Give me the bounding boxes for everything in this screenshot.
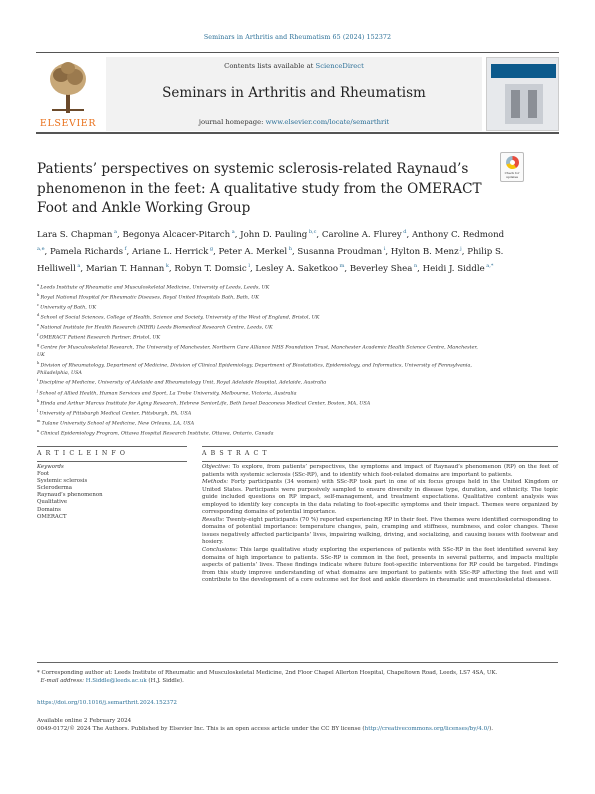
elsevier-logo[interactable] xyxy=(36,57,100,131)
affiliation-item: $^m$ Tulane University School of Medicine, New Orleans, LA, USA xyxy=(37,418,195,427)
footnote-text: Corresponding author at: Leeds Institute of Rheumatic and Musculoskeletal Medicine, 2nd Floor Chapel Allerton Hospital, Chapeltown Road, Leeds, LS7 4SA, UK. xyxy=(39,670,498,676)
abstract-paragraph: Objective: To explore, from patients’ perspectives, the symptoms and impact of Raynaud’s phenomenon (RP) on the feet of patients with systemic sclerosis (SSc-RP), and to identify which foot-related domains are important to patients. xyxy=(202,464,558,478)
cover-image xyxy=(505,84,543,124)
doi-link[interactable]: https://doi.org/10.1016/j.semarthrit.2024.152372 xyxy=(37,700,177,706)
article-info-top-rule xyxy=(37,446,187,447)
author-affiliation-mark[interactable]: a,e xyxy=(37,246,45,253)
author-affiliation-mark[interactable]: j xyxy=(458,246,462,253)
availability-block xyxy=(37,717,558,734)
abstract-paragraph: Conclusions: This large qualitative study exploring the experiences of patients with SSc-RP in the feet identified several key domains of high importance to patients. SSc-RP is common in the feet, presents in several patterns, and impacts multiple aspects of patients’ lives. These findings indicate where future foot-specific interventions for RP could be targeted. Findings from this study improve understanding of what domains are important to patients with SSc-RP affecting the feet and will contribute to the development of a core outcome set for foot and ankle disorders in rheumatic and musculoskeletal diseases. xyxy=(202,547,558,584)
email-link[interactable]: H.Siddle@leeds.ac.uk xyxy=(85,677,147,684)
author-affiliation-mark[interactable]: b,c xyxy=(307,229,317,235)
affiliation-item: $^n$ Clinical Epidemiology Program, Ottawa Hospital Research Institute, Ottawa, Ontario, Canada xyxy=(37,428,274,437)
author-name[interactable]: Philip S. Helliwell $^a$ xyxy=(37,247,504,274)
affiliation-item: $^f$ OMERACT Patient Research Partner, Bristol, UK xyxy=(37,333,161,341)
author-affiliation-mark[interactable]: d xyxy=(401,229,407,235)
affiliation-item: $^b$ Royal National Hospital for Rheumatic Diseases, Royal United Hospitals Bath, Bath, UK xyxy=(37,293,259,301)
author-affiliation-mark[interactable]: n xyxy=(412,262,418,269)
abstract-top-rule xyxy=(202,446,558,447)
author-affiliation-mark[interactable]: k xyxy=(164,262,169,269)
article-title: Patients’ perspectives on systemic sclerosis-related Raynaud’s phenomenon in the feet: A qualitative study from the OMERACT Foot and Ankle Working Group xyxy=(37,161,482,216)
author-name[interactable]: Robyn T. Domsic $^l$ xyxy=(174,262,250,274)
affiliation-item: $^k$ Hinda and Arthur Marcus Institute for Aging Research, Hebrew SeniorLife, Beth Israel Deaconess Medical Center, Boston, MA, USA xyxy=(37,398,371,407)
author-affiliation-mark[interactable]: h xyxy=(287,246,292,253)
keyword-item: OMERACT xyxy=(37,513,67,520)
footnote-mark: * xyxy=(37,670,40,676)
affiliation-item: $^j$ School of Allied Health, Human Services and Sport, La Trobe University, Melbourne, Victoria, Australia xyxy=(37,388,297,397)
keywords-label: Keywords xyxy=(37,464,64,470)
license-suffix: ). xyxy=(489,726,494,733)
affiliation-item: $^h$ Division of Rheumatology, Department of Medicine, Division of Clinical Epidemiology, Department of Biostatistics, Epidemiology, and Informatics, University of Pennsylvania, Philadelphia, USA xyxy=(37,360,472,376)
author-name[interactable]: Lesley A. Saketkoo $^m$ xyxy=(255,262,345,274)
homepage-prefix: journal homepage: xyxy=(198,118,266,126)
abstract-body xyxy=(202,464,558,585)
author-name[interactable]: Heidi J. Siddle $^{a,*}$ xyxy=(422,262,494,274)
article-info-heading: A R T I C L E I N F O xyxy=(37,450,127,457)
author-affiliation-mark[interactable]: l xyxy=(246,262,250,269)
author-affiliation-mark[interactable]: a xyxy=(75,262,81,269)
author-name[interactable]: Hylton B. Menz $^j$ xyxy=(390,246,462,258)
license-prefix: 0049-0172/© 2024 The Authors. Published by Elsevier Inc. This is an open access article under the CC BY license ( xyxy=(37,726,365,733)
homepage-link[interactable]: www.elsevier.com/locate/semarthrit xyxy=(265,118,390,126)
publisher-name: ELSEVIER xyxy=(39,118,97,129)
keyword-item: Foot xyxy=(37,471,50,478)
affiliation-item: $^i$ Discipline of Medicine, University of Adelaide and Rheumatology Unit, Royal Adelaide Hospital, Adelaide, Australia xyxy=(37,378,327,386)
author-name[interactable]: Beverley Shea $^n$ xyxy=(349,262,418,274)
available-online-date: Available online 2 February 2024 xyxy=(37,718,132,724)
author-name[interactable]: Marian T. Hannan $^k$ xyxy=(85,262,169,274)
affiliation-item: $^c$ University of Bath, UK xyxy=(37,303,97,311)
keyword-item: Raynaud’s phenomenon xyxy=(37,492,103,499)
contents-prefix: Contents lists available at xyxy=(224,62,316,70)
abstract-section-label: Results: xyxy=(202,516,225,523)
author-name[interactable]: Pamela Richards $^f$ xyxy=(50,246,127,258)
affiliation-item: $^a$ Leeds Institute of Rheumatic and Musculoskeletal Medicine, University of Leeds, Leeds, UK xyxy=(37,283,270,291)
author-affiliation-mark[interactable]: a xyxy=(230,229,235,235)
abstract-section-label: Methods: xyxy=(202,479,229,486)
affiliation-item: $^l$ University of Pittsburgh Medical Center, Pittsburgh, PA, USA xyxy=(37,408,192,417)
journal-cover-thumbnail xyxy=(486,57,559,131)
abstract-heading: A B S T R A C T xyxy=(202,450,268,457)
author-name[interactable]: Lara S. Chapman $^a$ xyxy=(37,229,117,240)
abstract-paragraph: Results: Twenty-eight participants (70 %) reported experiencing RP in their feet. Five themes were identified corresponding to domains of potential importance: temperature changes, pain, cramping and stiffness, numbness, and color changes. These issues negatively affected participants’ lives, impairing walking, driving, and socializing, and causing issues with footwear and hosiery. xyxy=(202,516,558,546)
corresponding-author-footnote xyxy=(37,670,558,685)
author-name[interactable]: Caroline A. Flurey $^d$ xyxy=(321,229,407,240)
author-name[interactable]: Begonya Alcacer-Pitarch $^a$ xyxy=(122,229,235,240)
author-affiliation-mark[interactable]: a,* xyxy=(484,262,494,269)
crossmark-label: Check for updates xyxy=(504,171,520,179)
affiliation-list xyxy=(37,282,487,438)
author-name[interactable]: Susanna Proudman $^i$ xyxy=(297,246,386,258)
affiliation-item: $^d$ School of Social Sciences, College of Health, Science and Society, University of the West of England, Bristol, UK xyxy=(37,313,320,321)
author-name[interactable]: Peter A. Merkel $^h$ xyxy=(218,246,292,258)
email-suffix: (H.J. Siddle). xyxy=(146,677,184,684)
elsevier-tree-icon xyxy=(46,59,90,115)
journal-reference[interactable]: Seminars in Arthritis and Rheumatism 65 (2024) 152372 xyxy=(203,34,392,41)
sciencedirect-link[interactable]: ScienceDirect xyxy=(315,62,364,70)
crossmark-icon xyxy=(506,156,519,169)
homepage-line xyxy=(106,118,482,126)
keyword-item: Qualitative xyxy=(37,499,68,506)
author-list: Lara S. Chapman $^a$, Begonya Alcacer-Pitarch $^a$, John D. Pauling $^{b,c}$, Caroline A. Flurey $^d$, Anthony C. Redmond $^{a,e}$, Pamela Richards $^f$, Ariane L. Herrick $^g$, Peter A. Merkel $^h$, Susanna Proudman $^i$, Hylton B. Menz $^j$, Philip S. Helliwell $^a$, Marian T. Hannan $^k$, Robyn T. Domsic $^l$, Lesley A. Saketkoo $^m$, Beverley Shea $^n$, Heidi J. Siddle $^{a,*}$ xyxy=(37,229,505,274)
author-affiliation-mark[interactable]: g xyxy=(208,246,214,253)
keyword-item: Systemic sclerosis xyxy=(37,478,88,485)
masthead-center xyxy=(106,57,482,131)
email-label: E-mail address: xyxy=(40,677,86,684)
author-affiliation-mark[interactable]: f xyxy=(123,246,127,253)
author-affiliation-mark[interactable]: m xyxy=(338,262,345,269)
journal-masthead xyxy=(36,52,559,134)
keyword-item: Domains xyxy=(37,506,61,513)
keywords-block xyxy=(37,464,187,521)
author-name[interactable]: Ariane L. Herrick $^g$ xyxy=(132,246,214,258)
check-for-updates-badge[interactable] xyxy=(500,152,524,182)
affiliation-item: $^g$ Centre for Musculoskeletal Research, The University of Manchester, Northern Care Alliance NHS Foundation Trust, Manchester Academic Health Science Centre, Manchester, UK xyxy=(37,343,478,359)
journal-title: Seminars in Arthritis and Rheumatism xyxy=(162,85,426,101)
license-line xyxy=(37,725,558,733)
abstract-section-label: Conclusions: xyxy=(202,547,238,554)
abstract-section-label: Objective: xyxy=(202,464,231,470)
contents-line xyxy=(106,62,482,70)
cover-band xyxy=(491,64,556,78)
author-affiliation-mark[interactable]: a xyxy=(112,229,117,235)
author-name[interactable]: John D. Pauling $^{b,c}$ xyxy=(240,229,317,240)
author-name[interactable]: Anthony C. Redmond $^{a,e}$ xyxy=(37,230,505,253)
keyword-item: Scleroderma xyxy=(37,485,72,492)
affiliation-item: $^e$ National Institute for Health Research (NIHR) Leeds Biomedical Research Centre, Leeds, UK xyxy=(37,323,273,331)
abstract-paragraph: Methods: Forty participants (34 women) with SSc-RP took part in one of six focus groups held in the United Kingdom or United States. Participants were purposively sampled to ensure diversity in disease type, duration, and ethnicity. The topic guide included questions on RP impact, self-management, and treatment expectations. Qualitative content analysis was employed to identify key concepts in the data relating to foot-specific symptoms and their impact. Themes were organized by corresponding domains of potential importance. xyxy=(202,479,558,516)
author-affiliation-mark[interactable]: i xyxy=(382,246,386,253)
license-link[interactable]: http://creativecommons.org/licenses/by/4.0/ xyxy=(364,726,490,733)
